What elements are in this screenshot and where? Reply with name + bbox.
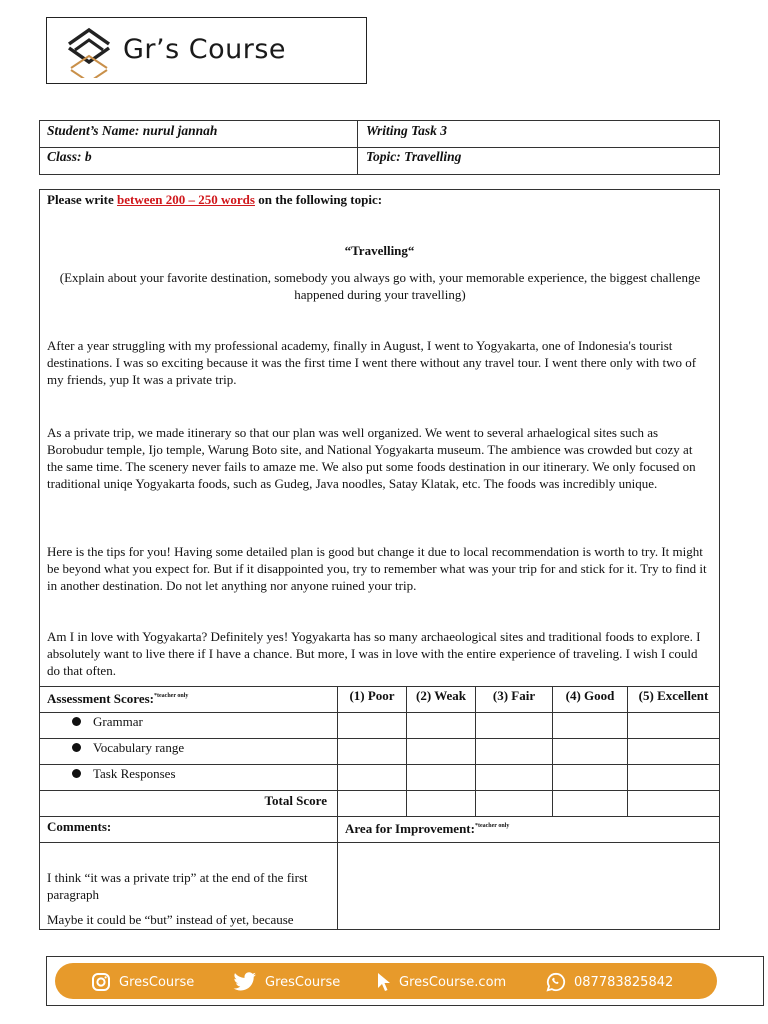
essay-paragraph: Here is the tips for you! Having some detailed plan is good but change it due to local recommendation is worth to try. It might be beyond what you expect for. But if it disappointed you, try to remember what was your trip for and stick for it. Try to find it in another destination. Do not let anything nor anyone ruined your trip. [47,544,707,593]
essay-paragraph: After a year struggling with my professional academy, finally in August, I went to Yogyakarta, one of Indonesia's tourist destinations. I was so exciting because it was the first time I went there without any travel tour. I went there only with two of my friends, yup It was a private trip. [47,338,697,387]
word-limit: between 200 – 250 words [117,192,255,207]
writing-task-table [39,189,720,930]
bullet-icon [72,769,81,778]
essay-paragraph: As a private trip, we made itinerary so that our plan was well organized. We went to several arhaelogical sites such as Borobudur temple, Ijo temple, Warung Boto site, and National Yogyakarta museum. The ambience was crowded but cozy at the same time. The scenery never fails to amaze me. We also put some foods destination in our itinerary. We only focused on traditional uniqe Yogyakarta foods, such as Gudeg, Java noodles, Satay Klatak, etc. The foods was incredibly unique. [47,425,696,491]
improvement-label: Area for Improvement:$^{*teacher only}$ [345,821,510,836]
total-score-label: Total Score [264,793,327,808]
class-label: Class: b [47,149,92,164]
topic-explanation: (Explain about your favorite destination, somebody you always go with, your memorable experience, the biggest challenge happened during your travelling) [59,270,701,302]
score-level-good: (4) Good [565,688,615,703]
footer-website[interactable]: GresCourse.com [377,972,506,992]
student-name: Student’s Name: nurul jannah [47,123,218,138]
instagram-icon [91,972,111,992]
footer-twitter[interactable]: GresCourse [233,972,340,992]
cursor-icon [377,972,391,992]
score-level-weak: (2) Weak [416,688,466,703]
score-level-fair: (3) Fair [492,688,536,703]
bullet-icon [72,717,81,726]
prompt-instruction: Please write between 200 – 250 words on the following topic: [47,192,383,207]
task-label: Writing Task 3 [366,123,448,138]
logo-text: Gr’s Course [123,34,287,65]
topic-label: Topic: Travelling [366,149,462,164]
logo-mark-icon [65,24,113,78]
whatsapp-icon [546,972,566,992]
twitter-icon [233,972,257,992]
footer-phone[interactable]: 087783825842 [546,972,673,992]
score-level-excellent: (5) Excellent [638,688,709,703]
topic-title: “Travelling“ [344,243,415,258]
footer-bar [55,963,717,999]
comment-text: I think “it was a private trip” at the end of the first paragraph [47,870,308,902]
bullet-icon [72,743,81,752]
criterion-task-responses: Task Responses [72,766,176,782]
assessment-label: Assessment Scores:$^{*teacher only}$ [47,691,189,706]
essay-paragraph: Am I in love with Yogyakarta? Definitely yes! Yogyakarta has so many archaeological sites and traditional foods to explore. I absolutely want to live there if I have a chance. But more, I was in love with the entire experience of traveling. I wish I could do that often. [47,629,701,678]
footer-instagram[interactable]: GresCourse [91,972,194,992]
criterion-grammar: Grammar [72,714,143,730]
comment-text: Maybe it could be “but” instead of yet, because [47,912,294,927]
score-level-poor: (1) Poor [349,688,395,703]
student-info-table [39,120,720,175]
comments-label: Comments: [47,819,112,834]
logo-box [46,17,367,84]
criterion-vocabulary: Vocabulary range [72,740,184,756]
